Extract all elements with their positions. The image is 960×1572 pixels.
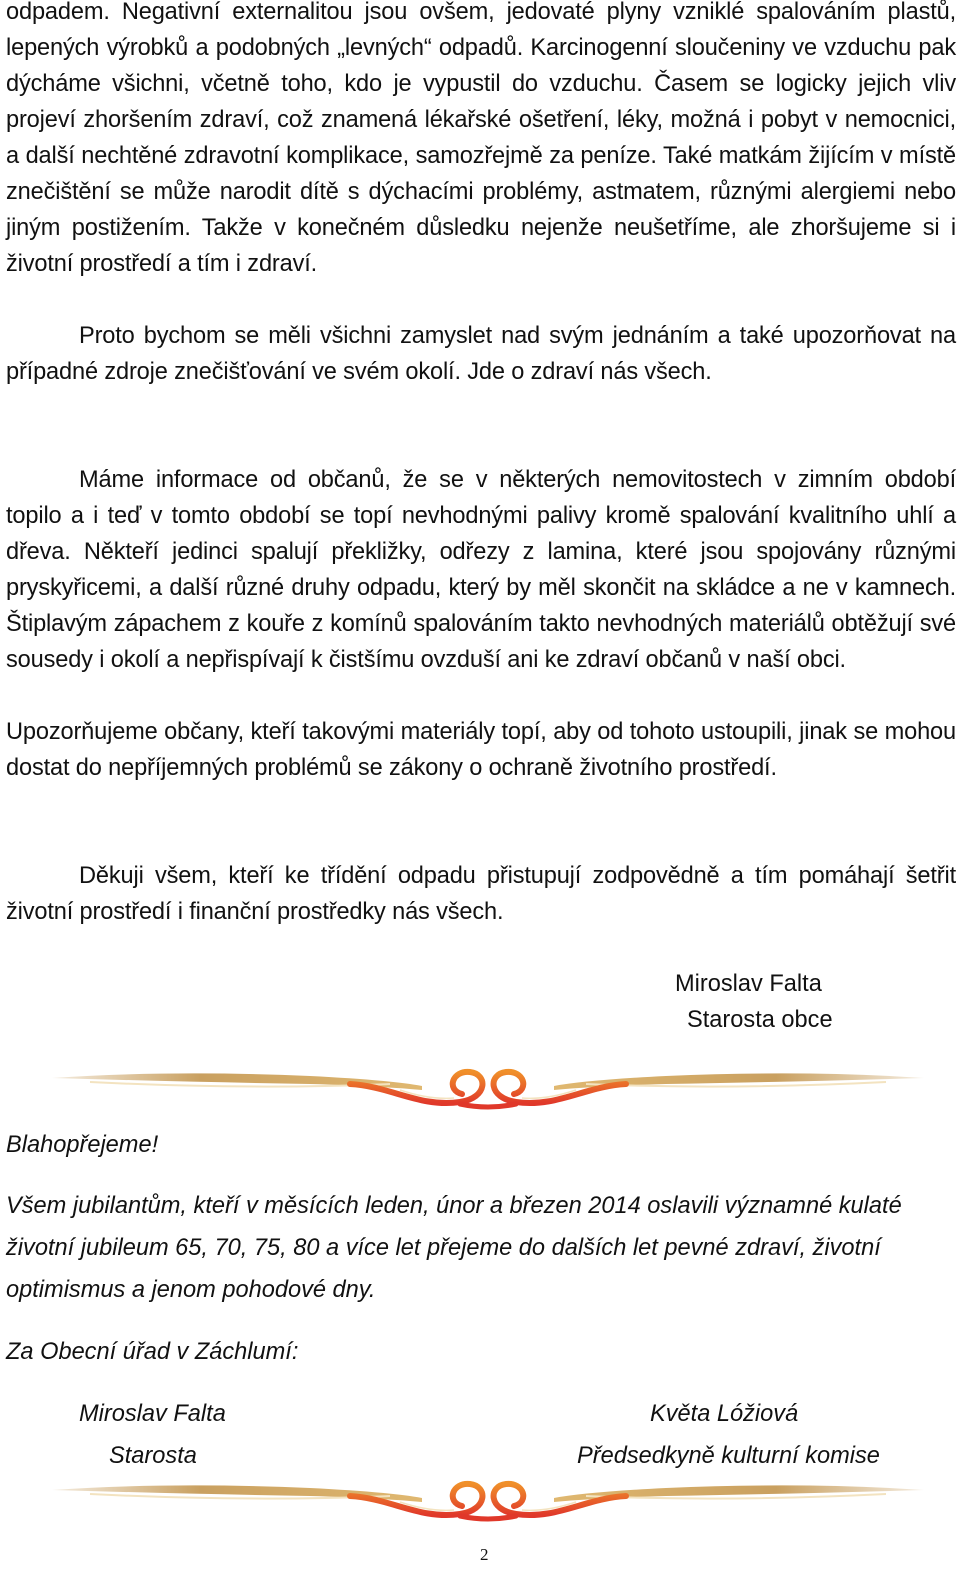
- office-signature-line: Za Obecní úřad v Záchlumí:: [6, 1339, 299, 1365]
- paragraph-heating-information: Máme informace od občanů, že se v některých nemovitostech v zimním období topilo a i teď v tomto období se topí nevhodnými palivy kromě spalování kvalitního uhlí a dřeva. Někteří jedinci spalují překližky, odřezy z lamina, které jsou spojovány různými pryskyřicemi, a další různé druhy odpadu, který by měl skončit na skládce a ne v kamnech. Štiplavým zápachem z kouře z komínů spalováním takto nevhodných materiálů obtěžují své sousedy i okolí a nepřispívají k čistšímu ovzduší ani ke zdraví občanů v naší obci.: [6, 467, 956, 673]
- ornamental-divider-bottom: [50, 1468, 926, 1524]
- paragraph-thanks: Děkuji všem, kteří ke třídění odpadu přistupují zodpovědně a tím pomáhají šetřit životní prostředí i finanční prostředky nás všech.: [6, 863, 956, 925]
- signature-name: Miroslav Falta: [675, 971, 822, 997]
- signer-left-title: Starosta: [109, 1443, 197, 1469]
- paragraph-warning: Upozorňujeme občany, kteří takovými materiály topí, aby od tohoto ustoupili, jinak se mohou dostat do nepříjemných problémů se zákony o ochraně životního prostředí.: [6, 719, 956, 781]
- greetings-text: Všem jubilantům, kteří v měsících leden, únor a březen 2014 oslavili významné kulaté životní jubileum 65, 70, 75, 80 a více let přejeme do dalších let pevné zdraví, životní optimismus a jenom pohodové dny.: [6, 1193, 902, 1303]
- ornamental-divider-top: [50, 1056, 926, 1112]
- document-page: [6, 0, 956, 1572]
- greetings-heading: Blahopřejeme!: [6, 1132, 159, 1158]
- signature-title: Starosta obce: [687, 1007, 833, 1033]
- signer-right-title: Předsedkyně kulturní komise: [577, 1443, 880, 1469]
- signer-left-name: Miroslav Falta: [79, 1401, 226, 1427]
- signer-right-name: Květa Lóžiová: [650, 1401, 799, 1427]
- paragraph-reflection: Proto bychom se měli všichni zamyslet nad svým jednáním a také upozorňovat na případné zdroje znečišťování ve svém okolí. Jde o zdraví nás všech.: [6, 323, 956, 385]
- page-number: 2: [480, 1545, 489, 1564]
- paragraph-externalities: odpadem. Negativní externalitou jsou ovšem, jedovaté plyny vzniklé spalováním plastů, lepených výrobků a podobných „levných“ odpadů. Karcinogenní sloučeniny ve vzduchu pak dýcháme všichni, včetně toho, kdo je vypustil do vzduchu. Časem se logicky jejich vliv projeví zhoršením zdraví, což znamená lékařské ošetření, léky, možná i pobyt v nemocnici, a další nechtěné zdravotní komplikace, samozřejmě za peníze. Také matkám žijícím v místě znečištění se může narodit dítě s dýchacími problémy, astmatem, různými alergiemi nebo jiným postižením. Takže v konečném důsledku nejenže neušetříme, ale zhoršujeme si i životní prostředí a tím i zdraví.: [6, 0, 956, 277]
